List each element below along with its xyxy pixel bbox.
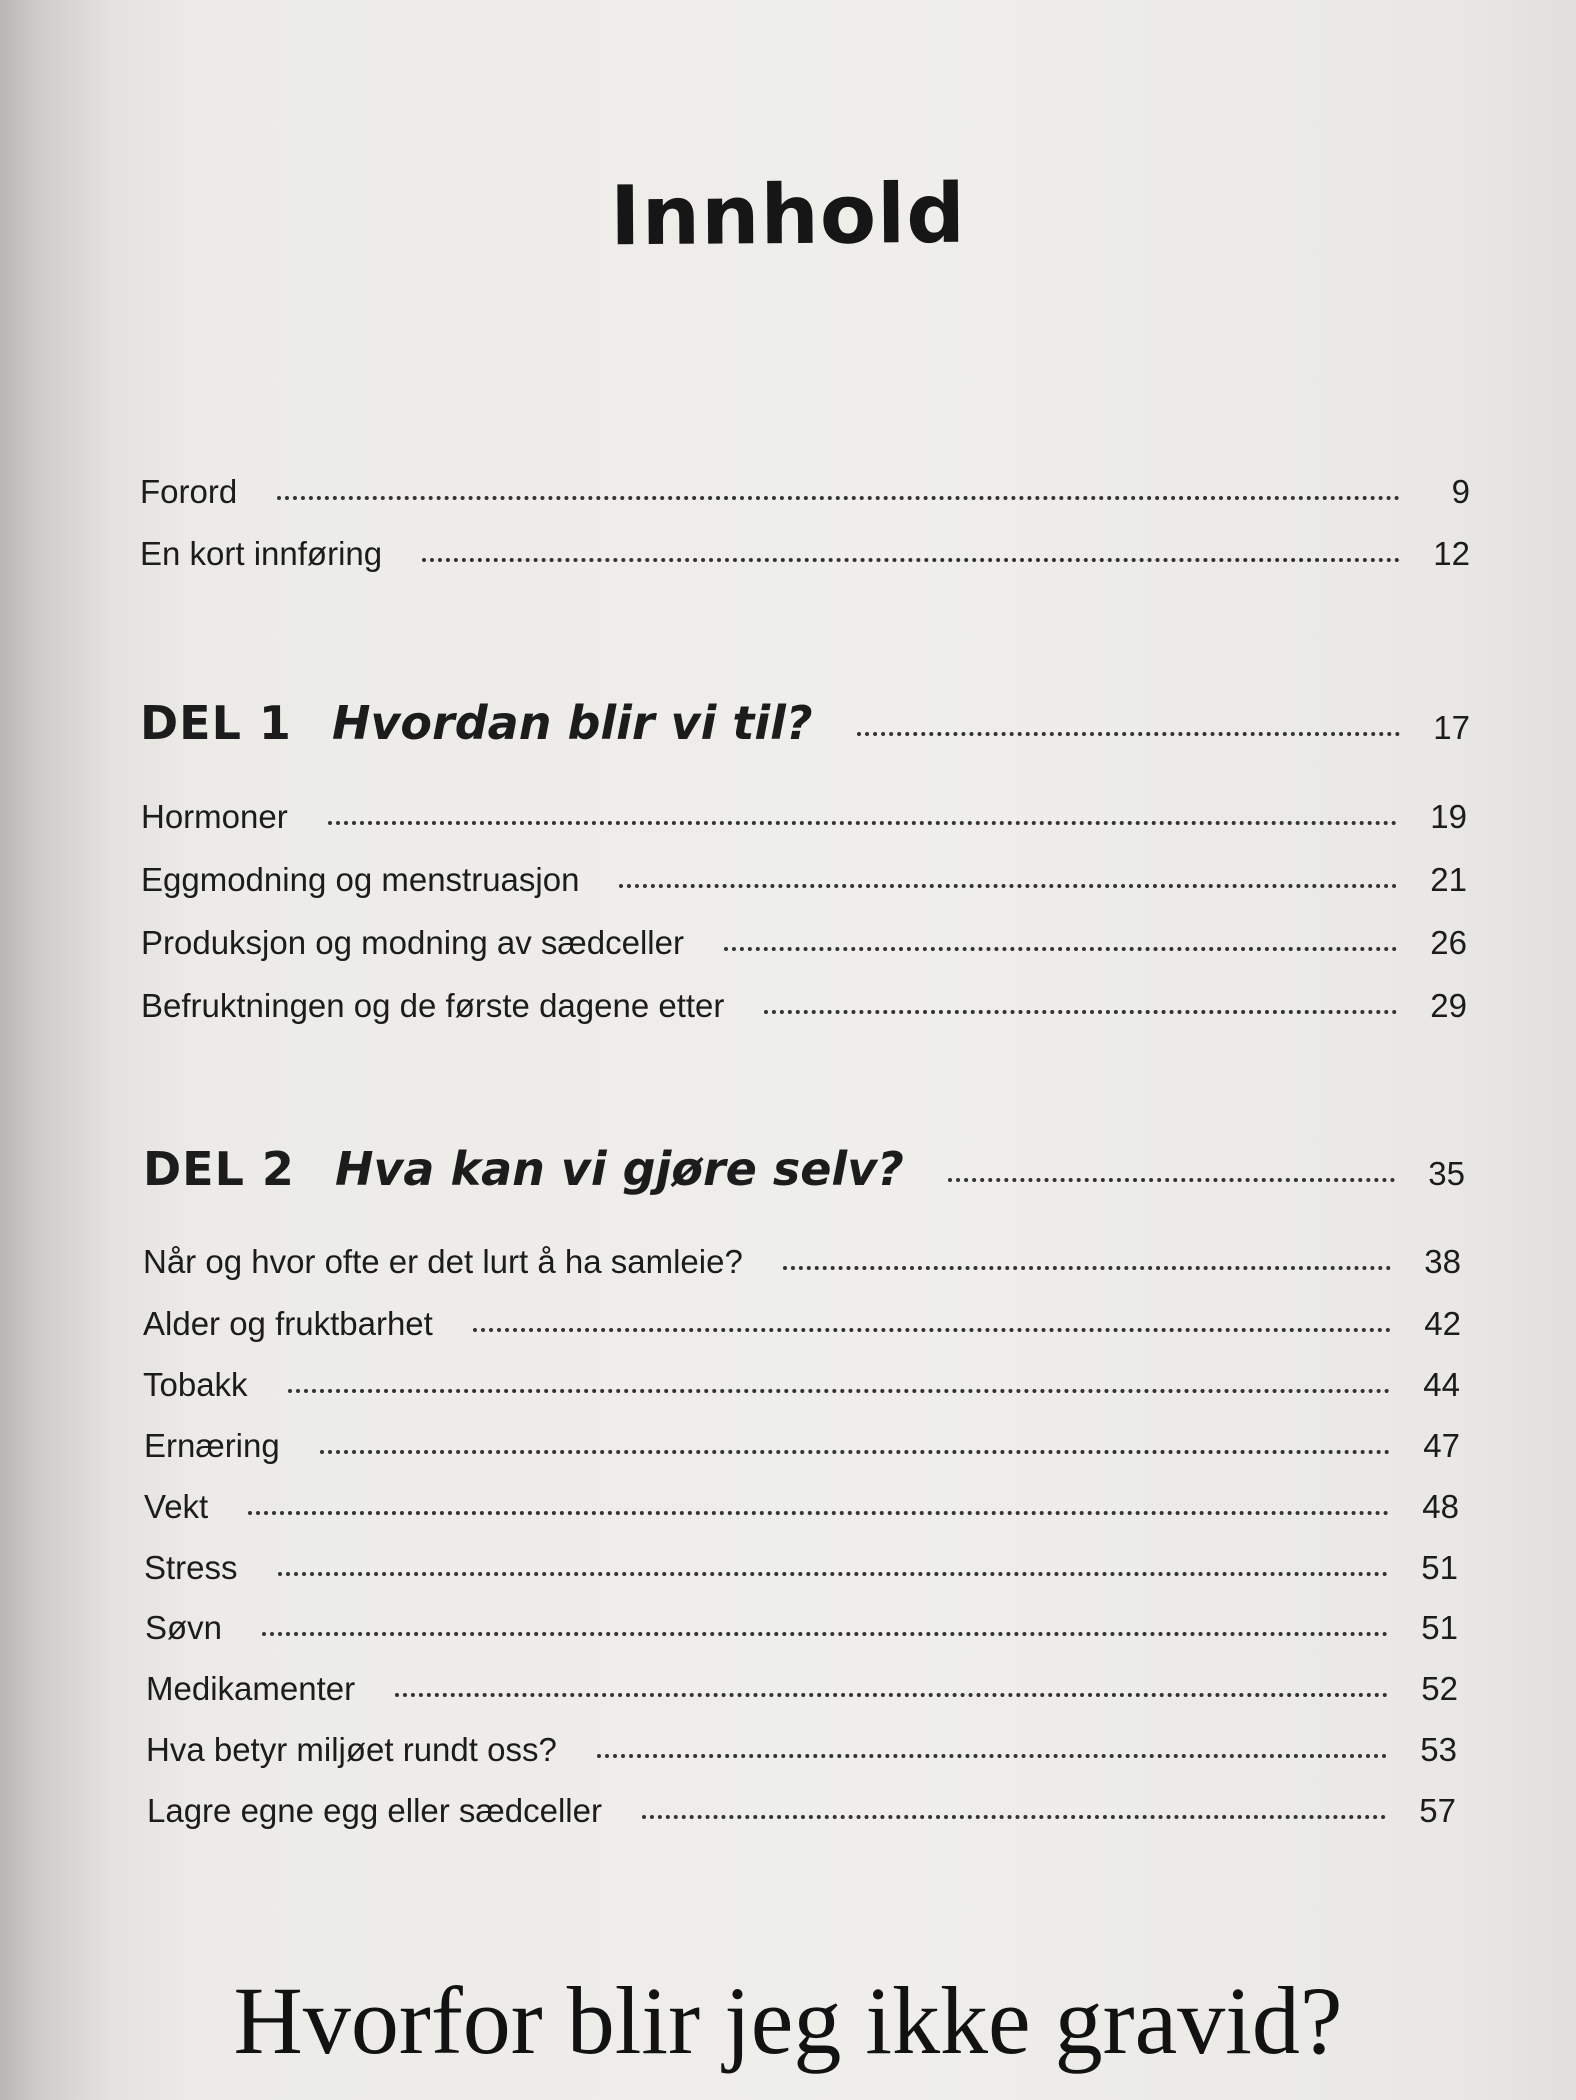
toc-entry-label: Når og hvor ofte er det lurt å ha samleie? [143, 1243, 743, 1280]
toc-part-2-heading [143, 1142, 1465, 1196]
toc-entry-page: 53 [1420, 1731, 1457, 1768]
part-number: DEL 1 [140, 696, 292, 750]
leader-dots [248, 1511, 1389, 1515]
toc-entry [143, 1307, 1461, 1340]
caption-overlay: Hvorfor blir jeg ikke gravid? [233, 1967, 1343, 2074]
toc-entry-label: Eggmodning og menstruasjon [141, 861, 580, 898]
toc-entry [143, 1368, 1460, 1401]
toc-entry-page: 12 [1433, 535, 1470, 572]
leader-dots [597, 1754, 1387, 1758]
leader-dots [724, 947, 1397, 951]
leader-dots [422, 558, 1400, 562]
leader-dots [857, 732, 1400, 736]
toc-entry-label: Alder og fruktbarhet [143, 1305, 433, 1342]
leader-dots [783, 1266, 1391, 1270]
toc-entry [147, 1794, 1456, 1827]
toc-entry [141, 863, 1467, 896]
toc-entry [145, 1611, 1458, 1644]
toc-entry-forord [140, 475, 1470, 508]
toc-entry-label: Medikamenter [146, 1670, 356, 1707]
toc-entry-label: Hva betyr miljøet rundt oss? [146, 1731, 557, 1768]
leader-dots [320, 1450, 1390, 1454]
toc-entry-label: En kort innføring [140, 535, 383, 572]
toc-entry-page: 44 [1423, 1366, 1460, 1403]
toc-entry-page: 47 [1423, 1427, 1460, 1464]
toc-entry [141, 926, 1467, 959]
toc-entry-label: Befruktningen og de første dagene etter [141, 987, 725, 1024]
toc-entry-page: 9 [1451, 473, 1470, 510]
toc-entry-label: Hormoner [141, 798, 288, 835]
toc-entry-label: Stress [144, 1549, 238, 1586]
toc-entry [146, 1733, 1457, 1766]
part-title: Hvordan blir vi til? [331, 696, 813, 750]
leader-dots [328, 821, 1397, 825]
toc-entry-page: 19 [1430, 798, 1467, 835]
toc-entry-innforing [140, 537, 1470, 570]
toc-entry-label: Tobakk [143, 1366, 248, 1403]
toc-part-1-heading [140, 696, 1470, 750]
leader-dots [948, 1178, 1395, 1182]
toc-entry-label: Søvn [145, 1609, 223, 1646]
leader-dots [473, 1328, 1391, 1332]
leader-dots [288, 1389, 1390, 1393]
toc-entry-page: 42 [1424, 1305, 1461, 1342]
toc-entry-page: 51 [1421, 1609, 1458, 1646]
toc-entry [144, 1490, 1459, 1523]
toc-entry-page: 21 [1430, 861, 1467, 898]
leader-dots [395, 1693, 1388, 1697]
leader-dots [642, 1815, 1386, 1819]
toc-entry [141, 989, 1467, 1022]
toc-entry [143, 1245, 1461, 1278]
part-number: DEL 2 [143, 1142, 295, 1196]
toc-entry [144, 1429, 1460, 1462]
toc-entry-label: Vekt [144, 1488, 209, 1525]
leader-dots [764, 1010, 1397, 1014]
leader-dots [619, 884, 1397, 888]
toc-entry-page: 52 [1421, 1670, 1458, 1707]
toc-entry [146, 1672, 1458, 1705]
part-title: Hva kan vi gjøre selv? [334, 1142, 904, 1196]
toc-entry-page: 57 [1419, 1792, 1456, 1829]
toc-entry-page: 48 [1422, 1488, 1459, 1525]
page-title: Innhold [609, 166, 967, 265]
leader-dots [262, 1632, 1388, 1636]
leader-dots [278, 1572, 1388, 1576]
toc-entry-page: 26 [1430, 924, 1467, 961]
toc-entry-page: 29 [1430, 987, 1467, 1024]
toc-entry [141, 800, 1467, 833]
part-page: 35 [1428, 1155, 1465, 1192]
toc-entry [144, 1551, 1458, 1584]
leader-dots [277, 496, 1400, 500]
part-page: 17 [1433, 709, 1470, 746]
toc-entry-label: Produksjon og modning av sædceller [141, 924, 684, 961]
toc-entry-page: 51 [1421, 1549, 1458, 1586]
toc-entry-label: Forord [140, 473, 238, 510]
toc-entry-label: Lagre egne egg eller sædceller [147, 1792, 602, 1829]
toc-entry-page: 38 [1424, 1243, 1461, 1280]
toc-entry-label: Ernæring [144, 1427, 280, 1464]
